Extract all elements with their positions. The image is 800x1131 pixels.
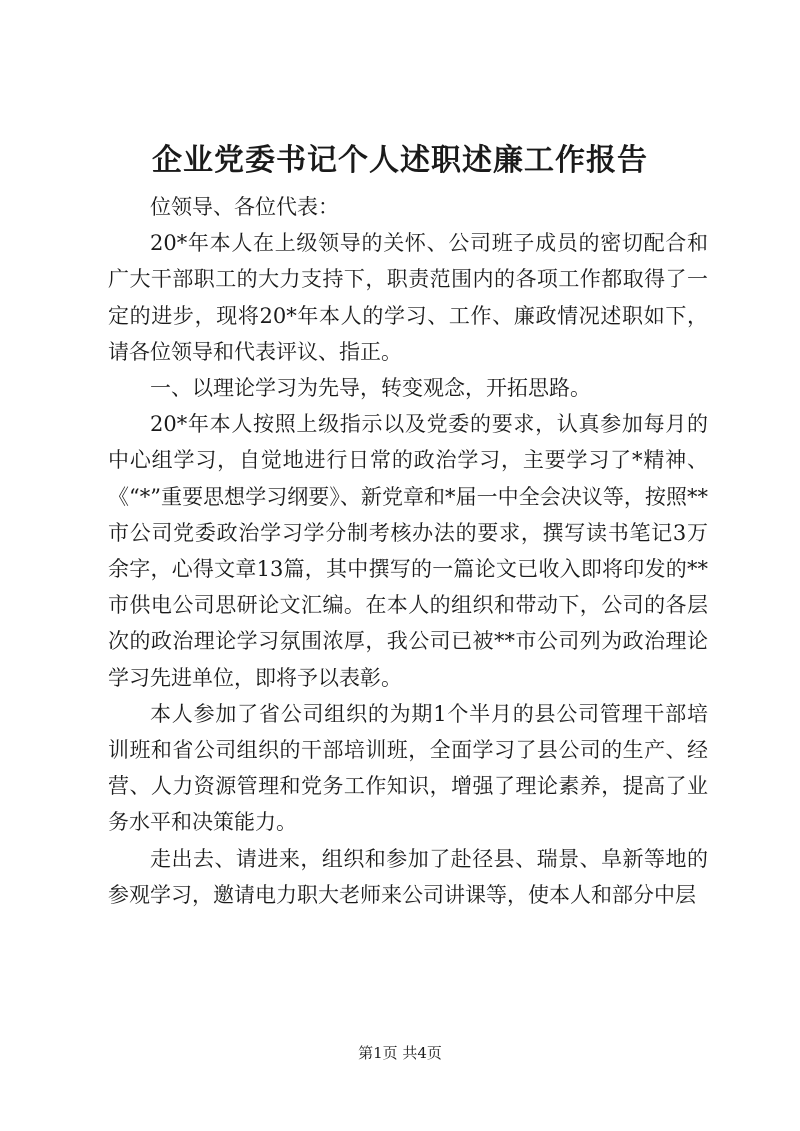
intro-paragraph: 20*年本人在上级领导的关怀、公司班子成员的密切配合和广大干部职工的大力支持下，职责范围内的各项工作都取得了一定的进步，现将20*年本人的学习、工作、廉政情况述职如下，请各位领导和代表评议、指正。 <box>108 231 708 364</box>
section-heading: 一、以理论学习为先导，转变观念，开拓思路。 <box>150 376 591 401</box>
body-paragraph: 本人参加了省公司组织的为期1个半月的县公司管理干部培训班和省公司组织的干部培训班，全面学习了县公司的生产、经营、人力资源管理和党务工作知识，增强了理论素养，提高了业务水平和决策能力。 <box>108 701 708 835</box>
document-title: 企业党委书记个人述职述廉工作报告 <box>152 143 648 178</box>
page-number-footer: 第1页 共4页 <box>358 1044 442 1062</box>
salutation-paragraph: 位领导、各位代表： <box>150 195 339 219</box>
body-paragraph: 20*年本人按照上级指示以及党委的要求，认真参加每月的中心组学习，自觉地进行日常的政治学习，主要学习了*精神、《“*”重要思想学习纲要》、新党章和*届一中全会决议等，按照**市公司党委政治学习学分制考核办法的要求，撰写读书笔记3万余字，心得文章13篇，其中撰写的一篇论文已收入即将印发的**市供电公司思研论文汇编。在本人的组织和带动下，公司的各层次的政治理论学习氛围浓厚，我公司已被**市公司列为政治理论学习先进单位，即将予以表彰。 <box>108 412 708 690</box>
document-body <box>108 189 708 913</box>
body-paragraph: 走出去、请进来，组织和参加了赴径县、瑞景、阜新等地的参观学习，邀请电力职大老师来公司讲课等，使本人和部分中层 <box>108 846 708 907</box>
